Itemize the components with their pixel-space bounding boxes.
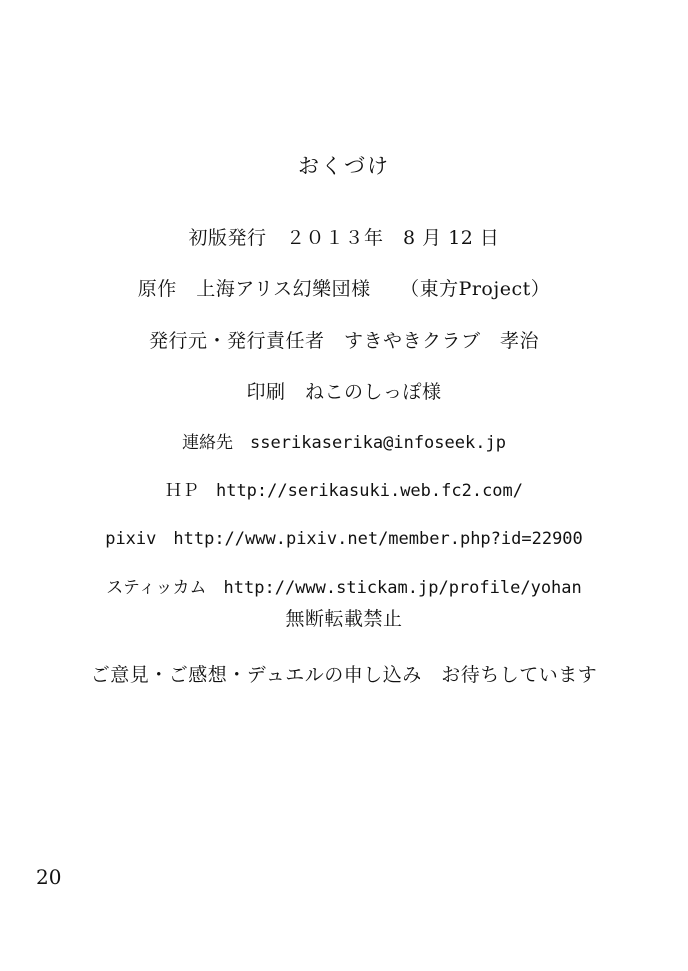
colophon-title: おくづけ	[298, 154, 390, 178]
contact-email: 連絡先 sserikaserika@infoseek.jp	[182, 432, 506, 453]
reprint-prohibited-notice: 無断転載禁止	[285, 608, 403, 631]
homepage-url: ＨＰ http://serikasuki.web.fc2.com/	[164, 481, 524, 502]
stickam-url: スティッカム http://www.stickam.jp/profile/yohan	[106, 577, 582, 598]
closing-message: ご意見・ご感想・デュエルの申し込み お待ちしています	[90, 663, 598, 686]
colophon-block	[0, 150, 688, 690]
original-work-credit: 原作 上海アリス幻樂団様 （東方Project）	[137, 278, 551, 301]
publisher-credit: 発行元・発行責任者 すきやきクラブ 孝治	[148, 329, 539, 352]
publication-date: 初版発行 ２０１３年 8 月 12 日	[188, 227, 500, 249]
page-number: 20	[36, 865, 62, 889]
pixiv-url: pixiv http://www.pixiv.net/member.php?id=22900	[105, 529, 583, 550]
printer-credit: 印刷 ねこのしっぽ様	[246, 381, 442, 404]
